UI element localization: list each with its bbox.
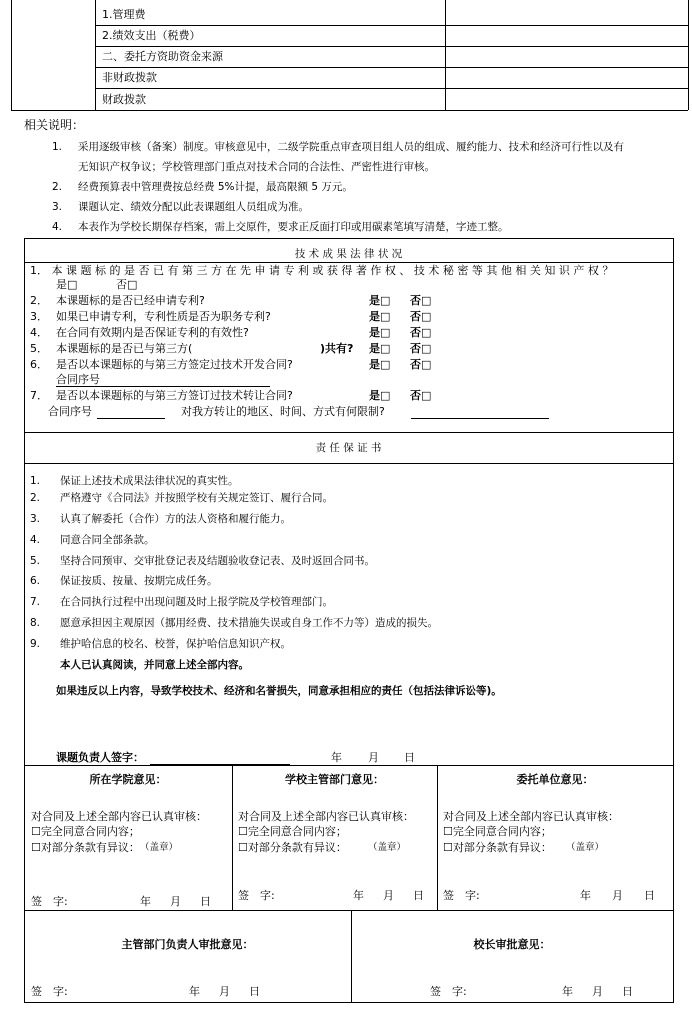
date-month: 月 <box>592 985 603 998</box>
guarantee-title: 责 任 保 证 书 <box>315 442 382 454</box>
legal-question-yes[interactable]: 是□ <box>369 342 391 355</box>
opinion-seal: （盖章） <box>368 842 407 853</box>
date-month: 月 <box>383 889 394 902</box>
guarantee-item-number: 5. <box>30 555 41 567</box>
legal-question-no[interactable]: 否□ <box>410 389 432 402</box>
opinion-objection-checkbox[interactable]: ☐对部分条款有异议： <box>31 841 140 854</box>
legal-question-yes[interactable]: 是□ <box>369 389 391 402</box>
contract-number-label-2: 合同序号 <box>48 405 92 418</box>
opinion-seal: （盖章） <box>140 842 179 853</box>
legal-question-number: 4． <box>30 326 48 339</box>
opinion-review-text: 对合同及上述全部内容已认真审核： <box>31 810 207 823</box>
guarantee-item-text: 保证按质、按量、按期完成任务。 <box>60 575 218 587</box>
guarantee-item-number: 3. <box>30 513 41 525</box>
note-text: 本表作为学校长期保存档案，需上交原件，要求正反面打印或用碳素笔填写清楚，字迹工整。 <box>78 221 509 233</box>
restriction-label: 对我方转让的地区、时间、方式有何限制? <box>181 405 385 418</box>
note-text: 课题认定、绩效分配以此表课题组人员组成为准。 <box>78 201 309 213</box>
opinion-sign-label: 签 字: <box>238 889 275 902</box>
guarantee-item-number: 9. <box>30 638 41 650</box>
legal-status-title: 技 术 成 果 法 律 状 况 <box>294 248 403 260</box>
guarantee-item-text: 愿意承担因主观原因（挪用经费、技术措施失误或自身工作不力等）造成的损失。 <box>60 617 438 629</box>
budget-row-fiscal: 财政拨款 <box>102 93 146 106</box>
note-text: 无知识产权争议；学校管理部门重点对技术合同的合法性、严密性进行审核。 <box>78 161 435 173</box>
contract-number-field[interactable] <box>56 386 270 387</box>
note-number: 2. <box>52 181 63 193</box>
date-month: 月 <box>612 889 623 902</box>
date-month: 月 <box>219 985 230 998</box>
date-year: 年 <box>189 985 200 998</box>
guarantee-item-number: 7. <box>30 596 41 608</box>
approval-title: 校长审批意见： <box>473 938 551 951</box>
date-day: 日 <box>249 985 260 998</box>
opinion-objection-checkbox[interactable]: ☐对部分条款有异议： <box>443 841 552 854</box>
date-day: 日 <box>413 889 424 902</box>
date-month: 月 <box>170 895 181 908</box>
legal-question-yes[interactable]: 是□ <box>369 310 391 323</box>
guarantee-item-number: 8. <box>30 617 41 629</box>
contract-number-label: 合同序号 <box>56 373 100 386</box>
budget-row-performance: 2.绩效支出（税费） <box>102 29 201 42</box>
legal-question-number: 3． <box>30 310 48 323</box>
opinion-agree-checkbox[interactable]: ☐完全同意合同内容； <box>31 825 140 838</box>
legal-question-yes[interactable]: 是□ <box>369 326 391 339</box>
date-year: 年 <box>562 985 573 998</box>
legal-question-number: 2． <box>30 294 48 307</box>
legal-question-text: 在合同有效期内是否保证专利的有效性? <box>56 326 249 339</box>
opinion-seal: （盖章） <box>566 842 605 853</box>
guarantee-item-text: 严格遵守《合同法》并按照学校有关规定签订、履行合同。 <box>60 492 333 504</box>
note-number: 1. <box>52 141 63 153</box>
legal-question-yes[interactable]: 是□ <box>369 358 391 371</box>
project-leader-signature-label: 课题负责人签字： <box>56 751 144 764</box>
guarantee-statement-liability: 如果违反以上内容，导致学校技术、经济和名誉损失，同意承担相应的责任（包括法律诉讼等)。 <box>56 685 502 697</box>
project-leader-signature-field[interactable] <box>150 764 290 765</box>
opinion-objection-checkbox[interactable]: ☐对部分条款有异议： <box>238 841 347 854</box>
opinion-sign-label: 签 字: <box>443 889 480 902</box>
date-year: 年 <box>331 751 342 764</box>
legal-question-text: 是否以本课题标的与第三方签定过技术开发合同? <box>56 358 293 371</box>
opinion-title: 学校主管部门意见： <box>285 773 384 786</box>
date-year: 年 <box>353 889 364 902</box>
legal-question-text: 本课题标的是否已与第三方( <box>56 342 193 355</box>
date-year: 年 <box>580 889 591 902</box>
opinion-title: 所在学院意见： <box>89 773 167 786</box>
opinion-review-text: 对合同及上述全部内容已认真审核： <box>238 810 414 823</box>
note-text: 采用逐级审核（备案）制度。审核意见中，二级学院重点审查项目组人员的组成、履约能力、技术和经济可行性以及有 <box>78 141 624 153</box>
restriction-field[interactable] <box>411 418 549 419</box>
guarantee-item-text: 认真了解委托（合作）方的法人资格和履行能力。 <box>60 513 291 525</box>
opinion-sign-label: 签 字: <box>31 895 68 908</box>
approval-title: 主管部门负责人审批意见： <box>121 938 254 951</box>
guarantee-item-number: 4. <box>30 534 41 546</box>
approval-sign-label: 签 字: <box>430 985 467 998</box>
guarantee-statement-read: 本人已认真阅读，并同意上述全部内容。 <box>60 659 249 671</box>
guarantee-item-text: 保证上述技术成果法律状况的真实性。 <box>60 475 239 487</box>
guarantee-item-text: 在合同执行过程中出现问题及时上报学院及学校管理部门。 <box>60 596 333 608</box>
legal-question-no[interactable]: 否□ <box>410 358 432 371</box>
legal-question-no[interactable]: 否□ <box>410 342 432 355</box>
guarantee-item-number: 1. <box>30 475 41 487</box>
opinion-agree-checkbox[interactable]: ☐完全同意合同内容； <box>238 825 347 838</box>
budget-row-management-fee: 1.管理费 <box>102 8 146 21</box>
legal-question-text: 是否以本课题标的与第三方签订过技术转让合同? <box>56 389 293 402</box>
guarantee-item-number: 6. <box>30 575 41 587</box>
note-number: 3. <box>52 201 63 213</box>
guarantee-item-number: 2. <box>30 492 41 504</box>
legal-question-text: 如果已申请专利，专利性质是否为职务专利? <box>56 310 271 323</box>
approval-sign-label: 签 字: <box>31 985 68 998</box>
date-year: 年 <box>140 895 151 908</box>
legal-question-no[interactable]: 否□ <box>410 310 432 323</box>
legal-question-number: 7． <box>30 389 48 402</box>
guarantee-item-text: 坚持合同预审、交审批登记表及结题验收登记表、及时返回合同书。 <box>60 555 375 567</box>
legal-question-no[interactable]: 否□ <box>410 294 432 307</box>
guarantee-item-text: 同意合同全部条款。 <box>60 534 155 546</box>
opinion-agree-checkbox[interactable]: ☐完全同意合同内容； <box>443 825 552 838</box>
note-text: 经费预算表中管理费按总经费 5%计提，最高限额 5 万元。 <box>78 181 353 193</box>
opinion-review-text: 对合同及上述全部内容已认真审核： <box>443 810 619 823</box>
budget-row-funding-source: 二、委托方资助资金来源 <box>102 50 223 63</box>
contract-number-field-2[interactable] <box>97 418 165 419</box>
legal-question-no[interactable]: 否□ <box>410 326 432 339</box>
note-number: 4. <box>52 221 63 233</box>
budget-row-non-fiscal: 非财政拨款 <box>102 71 157 84</box>
legal-question-tail: )共有? <box>320 342 354 355</box>
legal-question-1-yes[interactable]: 是□ <box>56 278 78 291</box>
legal-question-number: 5． <box>30 342 48 355</box>
date-day: 日 <box>644 889 655 902</box>
opinion-title: 委托单位意见： <box>516 773 594 786</box>
legal-question-yes[interactable]: 是□ <box>369 294 391 307</box>
date-day: 日 <box>622 985 633 998</box>
legal-question-number: 6． <box>30 358 48 371</box>
legal-question-1-no[interactable]: 否□ <box>116 278 138 291</box>
legal-question-1: 1． 本 课 题 标 的 是 否 已 有 第 三 方 在 先 申 请 专 利 或 获 得 著 作 权 、 技 术 秘 密 等 其 他 相 关 知 识 产 权 ？ <box>30 264 614 277</box>
guarantee-item-text: 维护哈信息的校名、校誉，保护哈信息知识产权。 <box>60 638 291 650</box>
date-day: 日 <box>200 895 211 908</box>
date-month: 月 <box>368 751 379 764</box>
notes-heading: 相关说明： <box>24 118 85 132</box>
legal-question-text: 本课题标的是否已经申请专利? <box>56 294 205 307</box>
date-day: 日 <box>404 751 415 764</box>
